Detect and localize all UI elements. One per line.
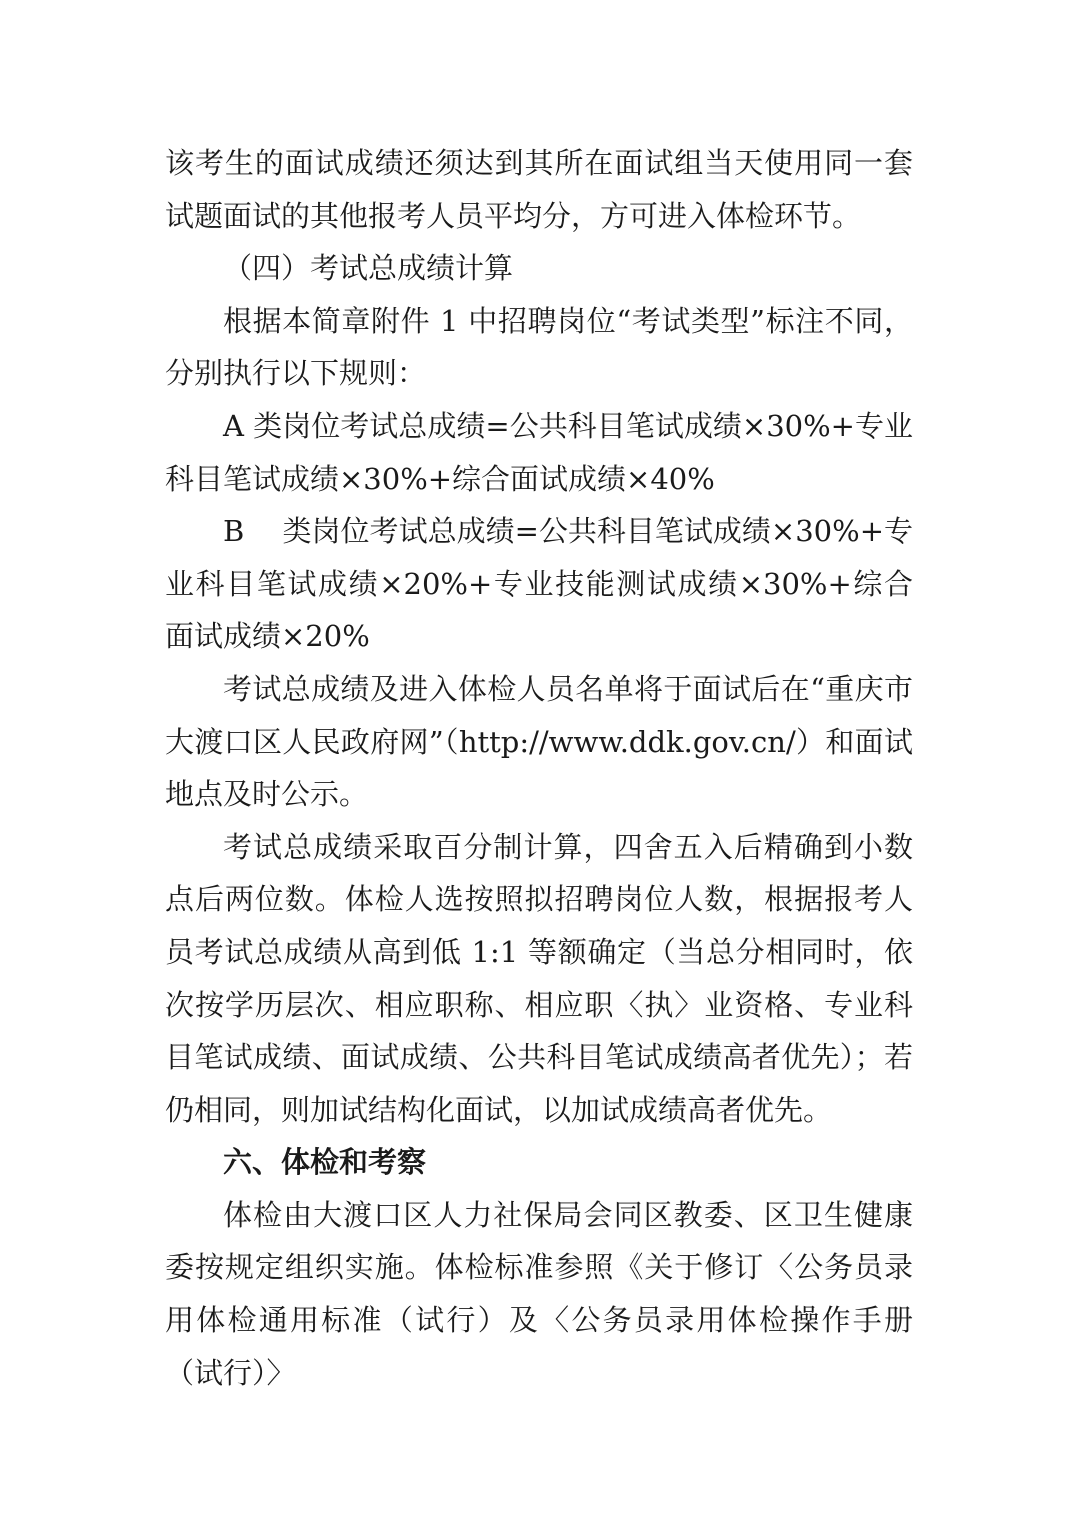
paragraph-physical-exam: 体检由大渡口区人力社保局会同区教委、区卫生健康委按规定组织实施。体检标准参照《关于修订〈公务员录用体检通用标准（试行）及〈公务员录用体检操作手册（试行）〉 — [165, 1197, 913, 1390]
paragraph-score-calculation: 考试总成绩采取百分制计算，四舍五入后精确到小数点后两位数。体检人选按照拟招聘岗位人数，根据报考人员考试总成绩从高到低 1:1 等额确定（当总分相同时，依次按学历层次、相应职称、相应职〈执〉业资格、专业科目笔试成绩、面试成绩、公共科目笔试成绩高者优先）；若仍相同，则加试结构化面试，以加试成绩高者优先。 — [165, 829, 913, 1127]
section-heading-physical-exam: 六、体检和考察 — [223, 1145, 427, 1180]
paragraph-publication-notice: 考试总成绩及进入体检人员名单将于面试后在“重庆市大渡口区人民政府网”（http://www.ddk.gov.cn/）和面试地点及时公示。 — [165, 671, 913, 812]
paragraph-type-a-formula: A 类岗位考试总成绩=公共科目笔试成绩×30%+专业科目笔试成绩×30%+综合面试成绩×40% — [165, 408, 913, 496]
paragraph-type-b-formula: B 类岗位考试总成绩=公共科目笔试成绩×30%+专业科目笔试成绩×20%+专业技能测试成绩×30%+综合面试成绩×20% — [165, 514, 913, 654]
paragraph-exam-continuation: 该考生的面试成绩还须达到其所在面试组当天使用同一套试题面试的其他报考人员平均分，方可进入体检环节。 — [165, 146, 913, 233]
paragraph-rules-intro: 根据本简章附件 1 中招聘岗位“考试类型”标注不同，分别执行以下规则： — [165, 303, 913, 391]
document-body — [165, 137, 913, 1399]
subheading-total-score: （四）考试总成绩计算 — [223, 251, 514, 286]
